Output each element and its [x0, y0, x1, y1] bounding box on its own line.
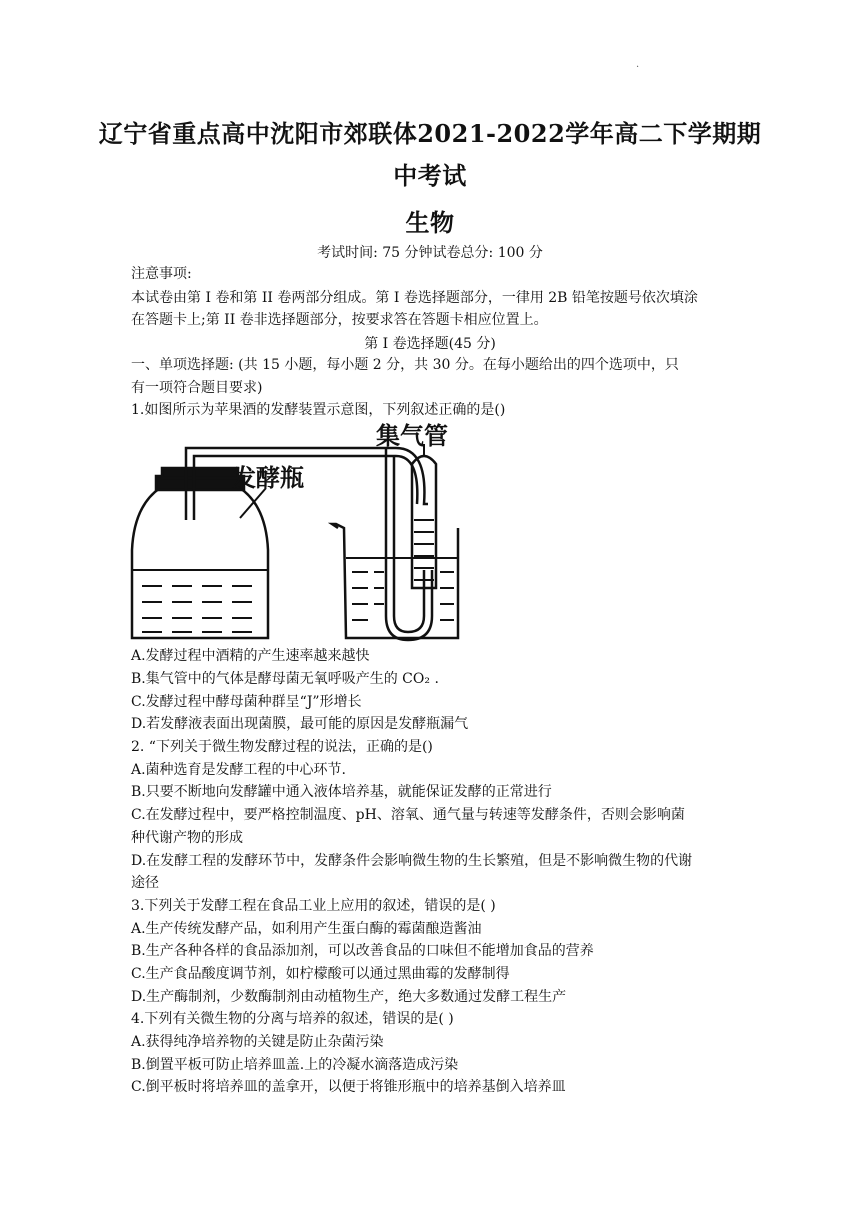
question-4-stem: 4.下列有关微生物的分离与培养的叙述，错误的是( )	[131, 1011, 454, 1027]
question-4-option-a: A.获得纯净培养物的关键是防止杂菌污染	[131, 1034, 384, 1050]
question-4-option-c: C.倒平板时将培养皿的盖拿开，以便于将锥形瓶中的培养基倒入培养皿	[131, 1079, 566, 1095]
page-marker-dot: ·	[636, 62, 640, 73]
question-1-option-b: B.集气管中的气体是酵母菌无氧呼吸产生的 CO₂ .	[131, 671, 439, 687]
notice-line-2: 在答题卡上;第 II 卷非选择题部分，按要求答在答题卡相应位置上。	[131, 312, 548, 328]
question-3-option-a: A.生产传统发酵产品，如利用产生蛋白酶的霉菌酿造酱油	[131, 921, 482, 937]
notice-heading: 注意事项:	[131, 266, 192, 282]
notice-line-1: 本试卷由第 I 卷和第 II 卷两部分组成。第 I 卷选择题部分，一律用 2B 铅笔按题号依次填涂	[131, 290, 698, 306]
question-2-option-a: A.菌种选育是发酵工程的中心环节.	[131, 762, 347, 778]
section1-line-2: 有一项符合题目要求)	[131, 380, 263, 396]
question-2-option-c-cont: 种代谢产物的形成	[131, 830, 243, 846]
part1-heading: 第 I 卷选择题(45 分)	[364, 336, 496, 352]
question-1-option-d: D.若发酵液表面出现菌膜，最可能的原因是发酵瓶漏气	[131, 716, 469, 732]
label-fermentation-bottle: 发酵瓶	[232, 464, 304, 492]
question-2-option-d: D.在发酵工程的发酵环节中，发酵条件会影响微生物的生长繁殖，但是不影响微生物的代谢	[131, 853, 693, 869]
subject-title: 生物	[405, 208, 455, 237]
title-line-2: 中考试	[393, 161, 467, 190]
question-3-option-b: B.生产各种各样的食品添加剂，可以改善食品的口味但不能增加食品的营养	[131, 943, 594, 959]
fermentation-apparatus-figure	[128, 420, 480, 646]
title-line-1: 辽宁省重点高中沈阳市郊联体2021-2022学年高二下学期期	[98, 119, 762, 148]
question-2-option-b: B.只要不断地向发酵罐中通入液体培养基，就能保证发酵的正常进行	[131, 784, 552, 800]
question-1-stem: 1.如图所示为苹果酒的发酵装置示意图，下列叙述正确的是()	[131, 402, 506, 418]
question-2-stem: 2. “下列关于微生物发酵过程的说法，正确的是()	[131, 739, 433, 755]
question-1-option-a: A.发酵过程中酒精的产生速率越来越快	[131, 648, 370, 664]
question-3-stem: 3.下列关于发酵工程在食品工业上应用的叙述，错误的是( )	[131, 898, 496, 914]
label-gas-tube: 集气管	[376, 422, 448, 450]
question-3-option-c: C.生产食品酸度调节剂，如柠檬酸可以通过黑曲霉的发酵制得	[131, 966, 510, 982]
section1-line-1: 一、单项选择题: (共 15 小题，每小题 2 分，共 30 分。在每小题给出的四个选项中，只	[131, 357, 679, 373]
question-3-option-d: D.生产酶制剂，少数酶制剂由动植物生产，绝大多数通过发酵工程生产	[131, 989, 567, 1005]
question-2-option-d-cont: 途径	[131, 875, 159, 891]
question-2-option-c: C.在发酵过程中，要严格控制温度、pH、溶氧、通气量与转速等发酵条件，否则会影响菌	[131, 807, 685, 823]
exam-info: 考试时间: 75 分钟试卷总分: 100 分	[317, 245, 543, 261]
question-4-option-b: B.倒置平板可防止培养皿盖.上的冷凝水滴落造成污染	[131, 1057, 459, 1073]
question-1-option-c: C.发酵过程中酵母菌种群呈“J”形增长	[131, 694, 362, 710]
